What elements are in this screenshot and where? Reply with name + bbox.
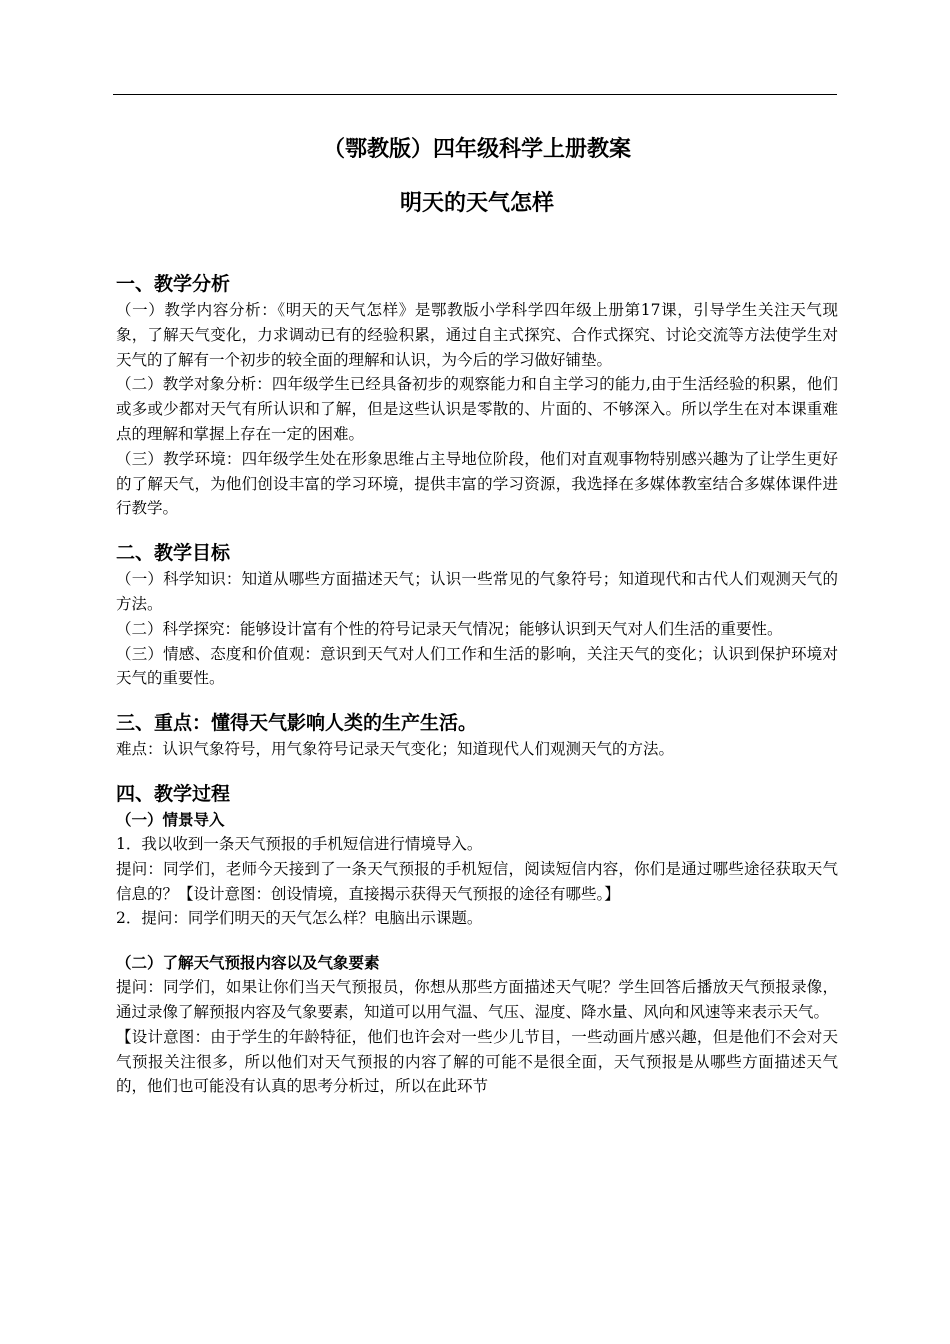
paragraph: 【设计意图：由于学生的年龄特征，他们也许会对一些少儿节目，一些动画片感兴趣，但是他们不会对天气预报关注很多，所以他们对天气预报的内容了解的可能不是很全面，天气预报是从哪些方面描述天气的，他们也可能没有认真的思考分析过，所以在此环节	[116, 1027, 838, 1096]
section-heading-key-points: 三、重点：懂得天气影响人类的生产生活。	[116, 712, 478, 735]
document-title: （鄂教版）四年级科学上册教案	[322, 137, 631, 162]
paragraph: 2．提问：同学们明天的天气怎么样？电脑出示课题。	[116, 909, 483, 928]
paragraph: 提问：同学们，老师今天接到了一条天气预报的手机短信，阅读短信内容，你们是通过哪些途径获取天气信息的？【设计意图：创设情境，直接揭示获得天气预报的途径有哪些。】	[116, 859, 838, 903]
section-heading-analysis: 一、教学分析	[116, 273, 231, 295]
paragraph: （三）情感、态度和价值观：意识到天气对人们工作和生活的影响，关注天气的变化；认识到保护环境对天气的重要性。	[116, 644, 838, 688]
paragraph: （二）科学探究：能够设计富有个性的符号记录天气情况；能够认识到天气对人们生活的重要性。	[116, 619, 783, 638]
header-rule	[113, 94, 837, 95]
paragraph: （一）科学知识：知道从哪些方面描述天气；认识一些常见的气象符号；知道现代和古代人们观测天气的方法。	[116, 570, 838, 613]
paragraph: 提问：同学们，如果让你们当天气预报员，你想从那些方面描述天气呢？学生回答后播放天气预报录像，通过录像了解预报内容及气象要素，知道可以用气温、气压、湿度、降水量、风向和风速等来表示天气。	[116, 978, 838, 1021]
document-body	[116, 128, 838, 1099]
paragraph: （三）教学环境：四年级学生处在形象思维占主导地位阶段，他们对直观事物特别感兴趣为了让学生更好的了解天气，为他们创设丰富的学习环境，提供丰富的学习资源，我选择在多媒体教室结合多媒体课件进行教学。	[116, 449, 838, 518]
paragraph: （一）教学内容分析：《明天的天气怎样》是鄂教版小学科学四年级上册第17课，引导学生关注天气现象，了解天气变化，力求调动已有的经验积累，通过自主式探究、合作式探究、讨论交流等方法使学生对天气的了解有一个初步的较全面的理解和认识，为今后的学习做好铺垫。	[116, 301, 838, 369]
section-heading-goals: 二、教学目标	[116, 542, 231, 565]
paragraph: （二）教学对象分析：四年级学生已经具备初步的观察能力和自主学习的能力,由于生活经验的积累，他们或多或少都对天气有所认识和了解，但是这些认识是零散的、片面的、不够深入。所以学生在对本课重难点的理解和掌握上存在一定的困难。	[116, 375, 838, 443]
paragraph: 1．我以收到一条天气预报的手机短信进行情境导入。	[116, 834, 483, 853]
section-heading-process: 四、教学过程	[116, 782, 231, 805]
lesson-title: 明天的天气怎样	[399, 191, 554, 216]
paragraph-difficulty: 难点：认识气象符号，用气象符号记录天气变化；知道现代人们观测天气的方法。	[116, 740, 675, 759]
subsection-heading-forecast: （二）了解天气预报内容以及气象要素	[116, 954, 380, 973]
subsection-heading-intro: （一）情景导入	[116, 810, 225, 829]
